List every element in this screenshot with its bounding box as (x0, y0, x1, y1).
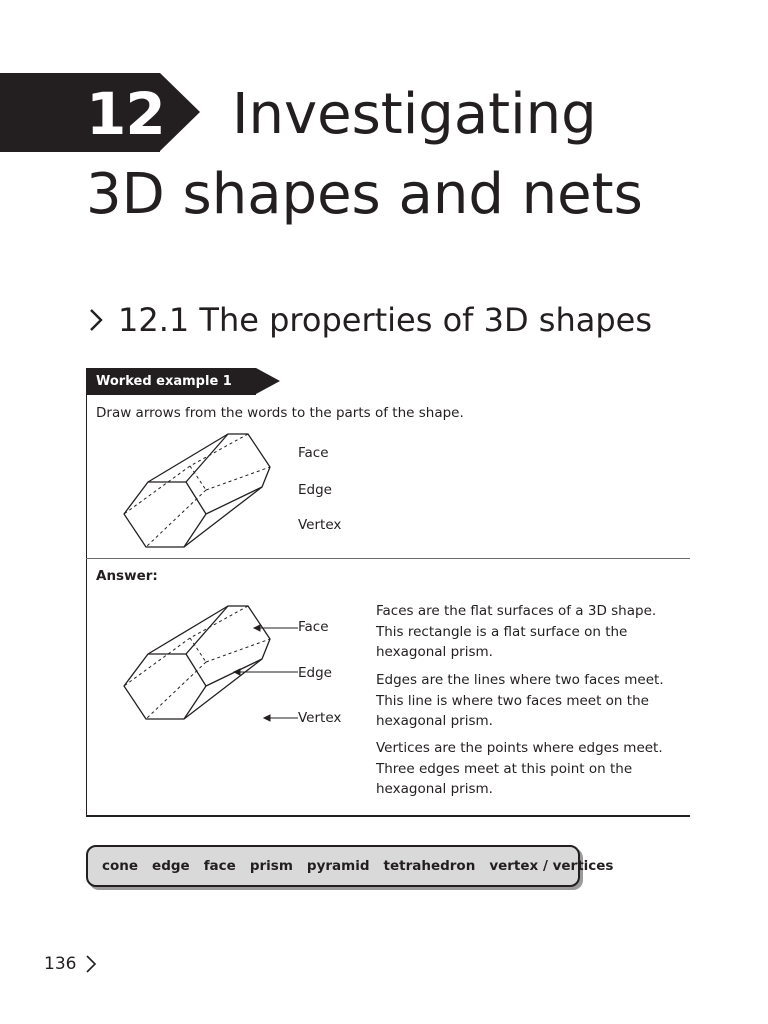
hexagonal-prism-diagram (120, 430, 275, 552)
page-number: 136 (44, 954, 77, 974)
face-explanation-line1: Faces are the flat surfaces of a 3D shape. (376, 603, 657, 619)
worked-example-divider (86, 558, 690, 559)
hexagonal-prism-answer-diagram (120, 602, 310, 724)
chapter-title-line2: 3D shapes and nets (86, 162, 643, 227)
chevron-right-icon (86, 305, 108, 335)
chevron-right-icon (84, 953, 98, 975)
chapter-number: 12 (86, 80, 165, 148)
worked-example-label: Worked example 1 (96, 374, 232, 389)
question-label-face: Face (298, 445, 329, 461)
instruction-text: Draw arrows from the words to the parts of the shape. (96, 405, 464, 421)
question-label-edge: Edge (298, 482, 332, 498)
worked-example-border-left (86, 394, 87, 817)
answer-heading: Answer: (96, 568, 158, 584)
keyword-cone: cone (102, 858, 139, 874)
vertex-explanation-line3: hexagonal prism. (376, 781, 493, 797)
keyword-tetrahedron: tetrahedron (383, 858, 476, 874)
face-explanation-line2: This rectangle is a flat surface on the (376, 623, 628, 640)
face-explanation-line3: hexagonal prism. (376, 644, 493, 660)
vertex-explanation-line1: Vertices are the points where edges meet. (376, 740, 663, 756)
keyword-vertex: vertex / vertices (489, 858, 614, 874)
vertex-explanation-line2: Three edges meet at this point on the (376, 760, 633, 777)
chapter-title-line1: Investigating (232, 82, 597, 147)
answer-label-face: Face (298, 619, 329, 635)
keyword-edge: edge (152, 858, 190, 874)
answer-label-vertex: Vertex (298, 710, 342, 726)
keyword-prism: prism (249, 858, 293, 874)
answer-label-edge: Edge (298, 665, 332, 681)
question-label-vertex: Vertex (298, 517, 342, 533)
worked-example-tab-arrow (256, 368, 280, 394)
section-heading (86, 296, 652, 344)
edge-explanation-line3: hexagonal prism. (376, 713, 493, 729)
keyword-face: face (203, 858, 236, 874)
edge-explanation-line2: This line is where two faces meet on the (376, 692, 649, 709)
section-title: 12.1 The properties of 3D shapes (118, 301, 652, 339)
worked-example-border-bottom (86, 815, 690, 817)
keyword-pyramid: pyramid (306, 858, 370, 874)
chapter-tab-arrow (160, 73, 200, 151)
keywords-bar (86, 845, 614, 887)
edge-explanation-line1: Edges are the lines where two faces meet. (376, 672, 664, 688)
